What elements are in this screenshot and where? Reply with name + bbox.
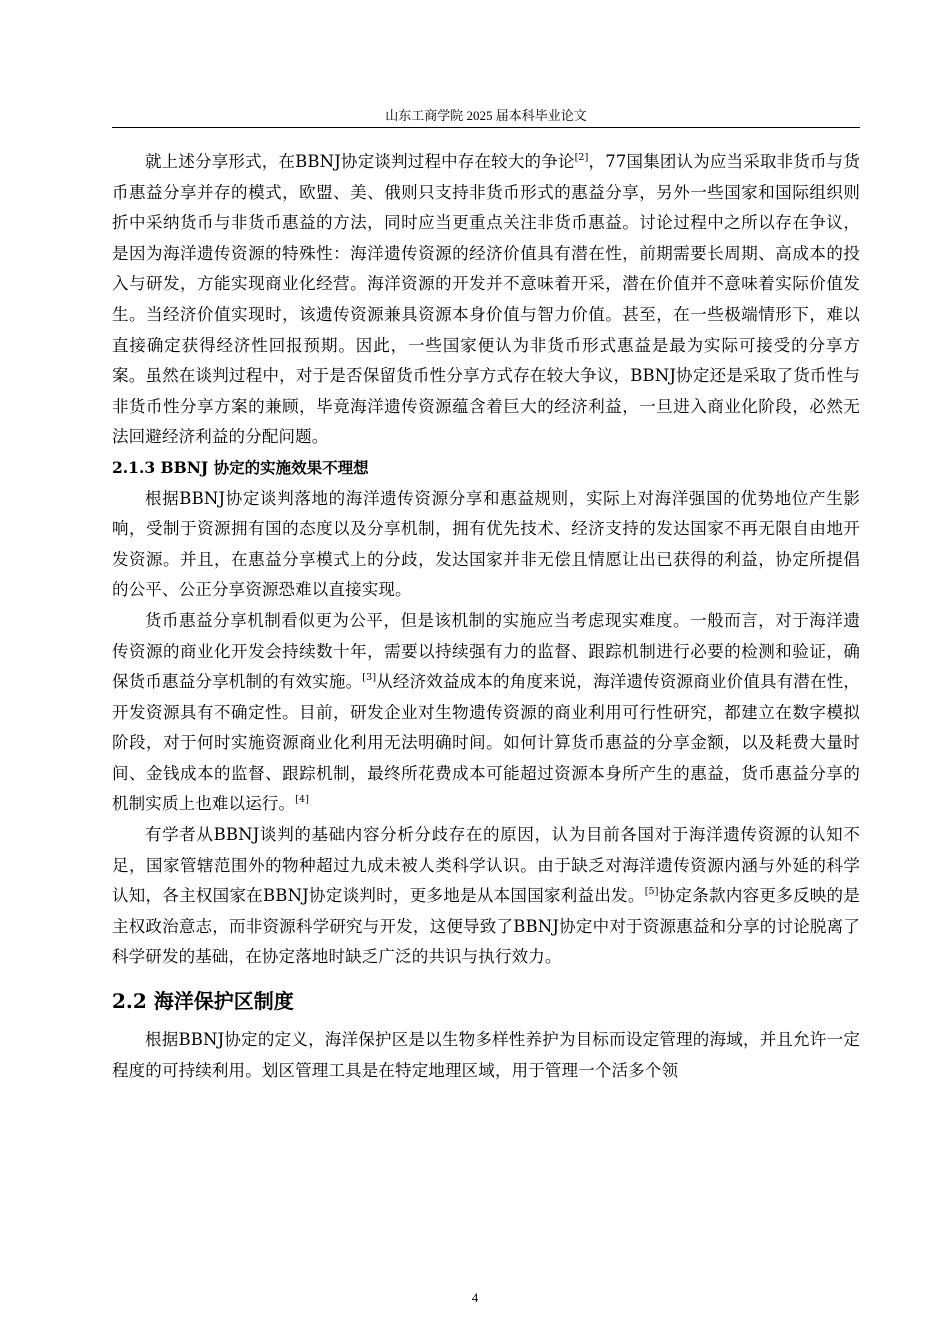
paragraph-benefit-sharing-dispute [112,147,860,453]
paragraph-implementation-effect: 根据BBNJ协定谈判落地的海洋遗传资源分享和惠益规则，实际上对海洋强国的优势地位产生影响，受制于资源拥有国的态度以及分享机制，拥有优先技术、经济支持的发达国家不再无限自由地开发资源。并且，在惠益分享模式上的分歧，发达国家并非无偿且情愿让出已获得的利益，协定所提倡的公平、公正分享资源恐难以直接实现。 [112,488,860,600]
paragraph-marine-protected-area: 根据BBNJ协定的定义，海洋保护区是以生物多样性养护为目标而设定管理的海域，并且允许一定程度的可持续利用。划区管理工具是在特定地理区域，用于管理一个活多个领 [112,1030,860,1080]
citation-ref[interactable]: [4] [295,794,310,806]
running-header: 山东工商学院 2025 届本科毕业论文 [385,108,587,123]
citation-ref[interactable]: [3] [362,671,377,683]
header-divider [112,127,860,128]
citation-ref[interactable]: [5] [644,886,659,898]
paragraph-scholar-analysis [112,820,860,973]
paragraph-text: 货币惠益分享机制看似更为公平，但是该机制的实施应当考虑现实难度。一般而言，对于海洋遗传资源的商业化开发会持续数十年，需要以持续强有力的监督、跟踪机制进行必要的检测和验证，确保货币惠益分享机制的有效实施。 [112,610,860,692]
paragraph-text: 从经济效益成本的角度来说，海洋遗传资源商业价值具有潜在性，开发资源具有不确定性。目前，研发企业对生物遗传资源的商业利用可行性研究，都建立在数字模拟阶段，对于何时实施资源商业化利用无法明确时间。如何计算货币惠益的分享金额，以及耗费大量时间、金钱成本的监督、跟踪机制，最终所花费成本可能超过资源本身所产生的惠益，货币惠益分享的机制实质上也难以运行。 [112,672,861,814]
section-heading-2-1-3: 2.1.3 BBNJ 协定的实施效果不理想 [112,457,369,477]
citation-ref[interactable]: [2] [574,151,589,163]
section-heading-2-2: 2.2 海洋保护区制度 [112,989,294,1014]
page-number: 4 [471,1290,479,1305]
paragraph-text: ，77国集团认为应当采取非货币与货币惠益分享并存的模式，欧盟、美、俄则只支持非货币形式的惠益分享，另外一些国家和国际组织则折中采纳货币与非货币惠益的方法，同时应当更重点关注非货币惠益。讨论过程中之所以存在争议，是因为海洋遗传资源的特殊性：海洋遗传资源的经济价值具有潜在性，前期需要长周期、高成本的投入与研发，方能实现商业化经营。海洋资源的开发并不意味着开采，潜在价值并不意味着实际价值发生。当经济价值实现时，该遗传资源兼具资源本身价值与智力价值。甚至，在一些极端情形下，难以直接确定获得经济性回报预期。因此，一些国家便认为非货币形式惠益是最为实际可接受的分享方案。虽然在谈判过程中，对于是否保留货币性分享方式存在较大争议，BBNJ协定还是采取了货币性与非货币性分享方案的兼顾，毕竟海洋遗传资源蕴含着巨大的经济利益，一旦进入商业化阶段，必然无法回避经济利益的分配问题。 [112,152,860,447]
paragraph-text: 协定条款内容更多反映的是主权政治意志，而非资源科学研究与开发，这便导致了BBNJ协定中对于资源惠益和分享的讨论脱离了科学研发的基础，在协定落地时缺乏广泛的共识与执行效力。 [112,886,860,967]
page-body [112,147,860,1086]
paragraph-text: 有学者从BBNJ谈判的基础内容分析分歧存在的原因，认为目前各国对于海洋遗传资源的认知不足，国家管辖范围外的物种超过九成未被人类科学认识。由于缺乏对海洋遗传资源内涵与外延的科学认知，各主权国家在BBNJ协定谈判时，更多地是从本国国家利益出发。 [112,825,860,906]
paragraph-monetary-mechanism [112,606,860,820]
paragraph-text: 就上述分享形式，在BBNJ协定谈判过程中存在较大的争论 [145,152,575,171]
